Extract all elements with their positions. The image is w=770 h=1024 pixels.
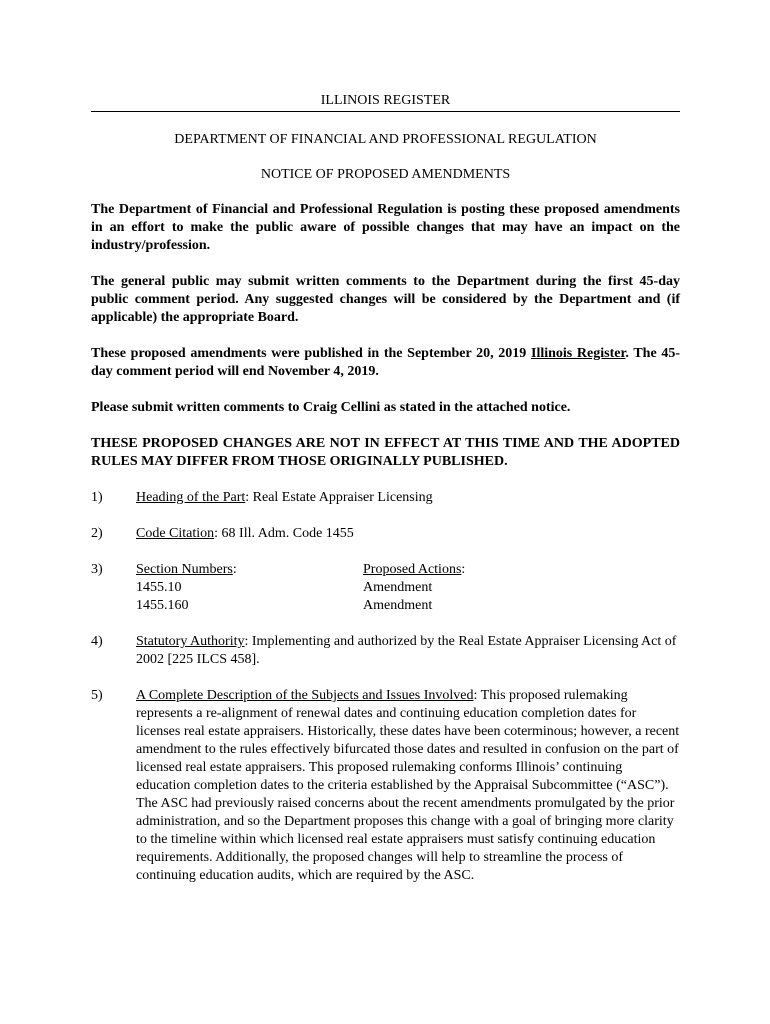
intro-paragraph-4: Please submit written comments to Craig Cellini as stated in the attached notice.	[91, 400, 571, 415]
publication-text: These proposed amendments were published in the September 20, 2019	[91, 346, 531, 361]
disclaimer-paragraph: THESE PROPOSED CHANGES ARE NOT IN EFFECT AT THIS TIME AND THE ADOPTED RULES MAY DIFFER FROM THOSE ORIGINALLY PUBLISHED.	[91, 436, 680, 469]
item-label: Heading of the Part	[136, 490, 246, 505]
intro-paragraph-1: The Department of Financial and Professional Regulation is posting these proposed amendments in an effort to make the public aware of possible changes that may have an impact on the industry/profession.	[91, 202, 680, 253]
item-number: 1)	[91, 490, 103, 505]
item-number: 3)	[91, 562, 103, 577]
item-text: : This proposed rulemaking represents a re-alignment of renewal dates and continuing education completion dates for licenses real estate appraisers. Historically, these dates have been coterminous; however, a recent amendment to the rules effectively bifurcated those dates and resulted in confusion on the part of licensed real estate appraisers. This proposed rulemaking conforms Illinois’ continuing education completion dates to the criteria established by the Appraisal Subcommittee (“ASC”). The ASC had previously raised concerns about the recent amendments promulgated by the prior administration, and so the Department proposes this change with a goal of bringing more clarity to the timeline within which licensed real estate appraisers must satisfy continuing education requirements. Additionally, the proposed changes will help to streamline the process of continuing education audits, which are required by the ASC.	[136, 688, 680, 883]
section-number: 1455.10	[136, 580, 182, 595]
illinois-register-link: Illinois Register	[531, 346, 626, 361]
item-number: 5)	[91, 688, 103, 703]
intro-paragraph-2: The general public may submit written comments to the Department during the first 45-day public comment period. Any suggested changes will be considered by the Department and (if applicable) the appropriate Board.	[91, 274, 680, 325]
item-label: A Complete Description of the Subjects and Issues Involved	[136, 688, 474, 703]
department-title: DEPARTMENT OF FINANCIAL AND PROFESSIONAL REGULATION	[174, 132, 597, 147]
comment-period-text: . The 45-day comment period will end November 4, 2019.	[91, 346, 680, 379]
item-code-citation	[91, 525, 680, 543]
item-number: 2)	[91, 526, 103, 541]
proposed-action: Amendment	[363, 580, 433, 595]
item-section-numbers: 3) Section Numbers: 1455.10 1455.160 Proposed Actions: Amendment Amendment	[91, 562, 466, 613]
document-page	[91, 92, 680, 885]
register-header: ILLINOIS REGISTER	[91, 92, 680, 112]
section-numbers-label: Section Numbers	[136, 562, 233, 577]
proposed-actions-label: Proposed Actions	[363, 562, 462, 577]
item-text: : Implementing and authorized by the Real Estate Appraiser Licensing Act of 2002 [225 ILCS 458].	[136, 634, 677, 667]
item-heading	[91, 489, 680, 507]
item-text: : Real Estate Appraiser Licensing	[245, 490, 433, 505]
section-number: 1455.160	[136, 598, 189, 613]
proposed-action: Amendment	[363, 598, 433, 613]
notice-title: NOTICE OF PROPOSED AMENDMENTS	[260, 167, 511, 182]
item-label: Statutory Authority	[136, 634, 245, 649]
item-label: Code Citation	[136, 526, 215, 541]
intro-paragraph-3	[91, 345, 680, 381]
item-statutory-authority	[91, 633, 680, 669]
item-description	[91, 687, 680, 885]
item-number: 4)	[91, 634, 103, 649]
item-text: : 68 Ill. Adm. Code 1455	[214, 526, 354, 541]
